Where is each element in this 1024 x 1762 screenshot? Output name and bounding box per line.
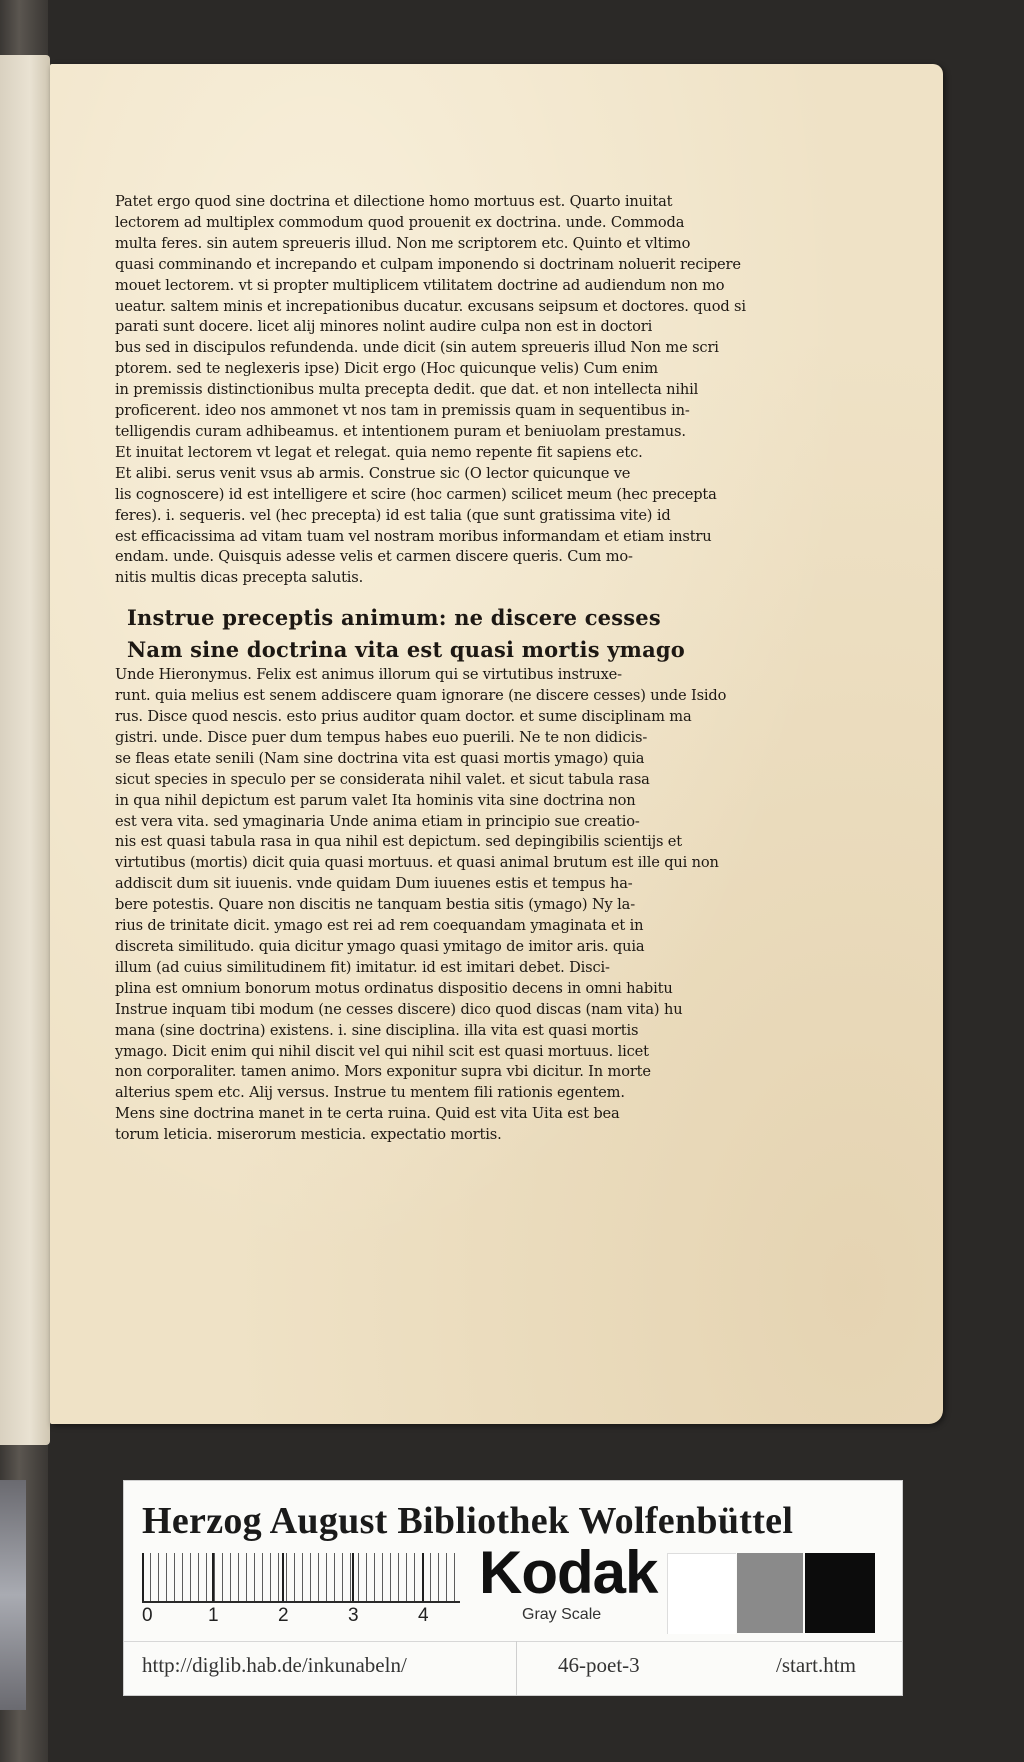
black-swatch [805, 1553, 875, 1633]
ruler-major-ticks [142, 1553, 460, 1601]
library-color-card [123, 1480, 903, 1696]
card-divider [124, 1641, 902, 1642]
ruler-scale [142, 1553, 460, 1627]
page-text [115, 192, 755, 1146]
url-suffix: /start.htm [776, 1653, 856, 1677]
verse-line-2: Nam sine doctrina vita est quasi mortis ymago [127, 637, 685, 663]
commentary-paragraph-1: Patet ergo quod sine doctrina et dilectione homo mortuus est. Quarto inuitat lectorem ad multiplex commodum quod prouenit ex doctrina. unde. Commoda multa feres. sin autem spreueris illud. Non me scriptorem etc. Quinto et vltimo quasi comminando et increpando et culpam imponendo si doctrinam noluerit recipere mouet lectorem. vt si propter multiplicem vtilitatem doctrine ad audiendum non mo ueatur. saltem minis et increpationibus ducatur. excusans seipsum et doctores. quod si parati sunt docere. licet alij minores nolint audire culpa non est in doctori bus sed in discipulos refundenda. unde dicit (sin autem spreueris illud Non me scri ptorem. sed te neglexeris ipse) Dicit ergo (Hoc quicunque velis) Cum enim in premissis distinctionibus multa precepta dedit. que dat. et non intellecta nihil proficerent. ideo nos ammonet vt nos tam in premissis quam in sequentibus in- telligendis curam adhibeamus. et intentionem puram et beniuolam prestamus. Et inuitat lectorem vt legat et relegat. quia nemo repente fit sapiens etc. Et alibi. serus venit vsus ab armis. Construe sic (O lector quicunque ve lis cognoscere) id est intelligere et scire (hoc carmen) scilicet meum (hec precepta feres). i. sequeris. vel (hec precepta) id est talia (que sunt gratissima vite) id est efficacissima ad vitam tuam vel nostram moribus informandam et etiam instru endam. unde. Quisquis adesse velis et carmen discere queris. Cum mo- nitis multis dicas precepta salutis. [115, 193, 746, 587]
kodak-logo: Kodak [479, 1539, 658, 1606]
url-divider [516, 1641, 517, 1695]
scale-number: 0 [142, 1605, 153, 1626]
adjacent-page-edge [0, 55, 50, 1445]
scale-number: 2 [278, 1605, 289, 1626]
url-shelfmark: 46-poet-3 [558, 1653, 640, 1677]
scale-number: 4 [418, 1605, 429, 1626]
gray-scale-label: Gray Scale [522, 1606, 602, 1623]
scale-number: 1 [208, 1605, 219, 1626]
gray-swatch [737, 1553, 803, 1633]
scale-number: 3 [348, 1605, 359, 1626]
commentary-paragraph-2: Unde Hieronymus. Felix est animus illorum qui se virtutibus instruxe- runt. quia melius est senem addiscere quam ignorare (ne discere cesses) unde Isido rus. Disce quod nescis. esto prius auditor quam doctor. et sume disciplinam ma gistri. unde. Disce puer dum tempus habes euo puerili. Ne te non didicis- se fleas etate senili (Nam sine doctrina vita est quasi mortis ymago) quia sicut species in speculo per se considerata nihil valet. et sicut tabula rasa in qua nihil depictum est parum valet Ita hominis vita sine doctrina non est vera vita. sed ymaginaria Unde anima etiam in principio sue creatio- nis est quasi tabula rasa in qua nihil est depictum. sed depingibilis scientijs et virtutibus (mortis) dicit quia quasi mortuus. et quasi animal brutum est ille qui non addiscit dum sit iuuenis. vnde quidam Dum iuuenes estis et tempus ha- bere potestis. Quare non discitis ne tanquam bestia sitis (ymago) Ny la- rius de trinitate dicit. ymago est rei ad rem coequandam ymaginata et in discreta similitudo. quia dicitur ymago quasi ymitago de imitor aris. quia illum (ad cuius similitudinem fit) imitatur. id est imitari debet. Disci- plina est omnium bonorum motus ordinatus dispositio decens in omni habitu Instrue inquam tibi modum (ne cesses discere) dico quod discas (nam vita) hu mana (sine doctrina) existens. i. sine disciplina. illa vita est quasi mortis ymago. Dicit enim qui nihil discit vel qui nihil scit est quasi mortuus. licet non corporaliter. tamen animo. Mors exponitur supra vbi dicitur. In morte alterius spem etc. Alij versus. Instrue tu mentem fili rationis egentem. Mens sine doctrina manet in te certa ruina. Quid est vita Uita est bea torum leticia. miserorum mesticia. expectatio mortis. [115, 666, 727, 1144]
library-title: Herzog August Bibliothek Wolfenbüttel [142, 1500, 794, 1542]
verse-line-1: Instrue preceptis animum: ne discere cesses [127, 605, 661, 631]
url-base: http://diglib.hab.de/inkunabeln/ [142, 1653, 407, 1677]
manuscript-page [50, 64, 943, 1424]
white-swatch [667, 1553, 736, 1634]
scan-tag [0, 1480, 26, 1710]
